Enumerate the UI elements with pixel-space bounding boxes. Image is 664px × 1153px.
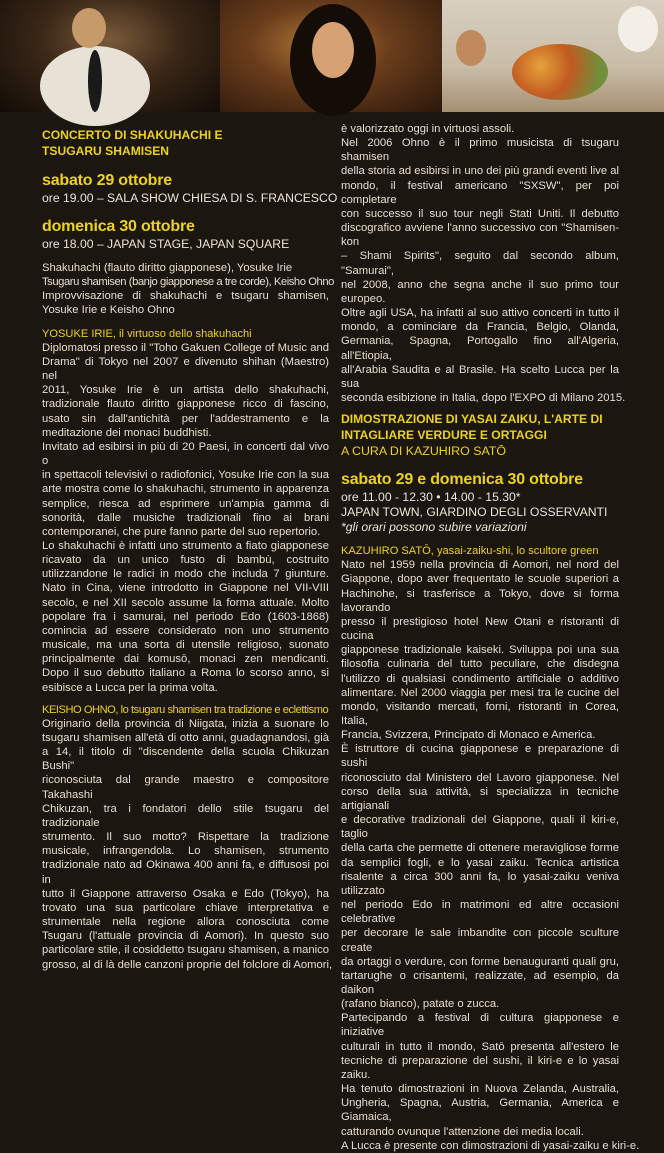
- bio-text-line: a 14, il titolo di "discendente della scuola Chikuzan Bushi": [42, 746, 329, 773]
- bio-text-line: culturali in tutto il mondo, Satō presenta all'estero le: [341, 1040, 619, 1053]
- bio-text-line: è valorizzato oggi in virtuosi assoli.: [341, 123, 515, 135]
- photo-figure: [512, 44, 608, 100]
- bio-text-line: tsugaru shamisen all'età di otto anni, guadagnandosi, già: [42, 732, 329, 744]
- demo-title: DIMOSTRAZIONE DI YASAI ZAIKU, L'ARTE DI: [341, 412, 603, 427]
- bio-text-line: Oltre agli USA, ha infatti al suo attivo concerti in tutto il: [341, 307, 619, 320]
- bio-text-line: ricavato da un unico fusto di bambù, costruito: [42, 554, 329, 567]
- bio-text-line: strumento. Il suo motto? Rispettare la tradizione: [42, 831, 329, 844]
- performer-line: Improvvisazione di shakuhachi e tsugaru shamisen,: [42, 290, 329, 303]
- bio-text-line: grosso, al di là delle canzoni proprie del folclore di Aomori,: [42, 958, 333, 971]
- bio-text-line: A Lucca è presente con dimostrazioni di yasai-zaiku e kiri-e.: [341, 1139, 640, 1152]
- photo-figure: [72, 8, 106, 48]
- bio-text-line: presso il prestigioso hotel New Otani e ristoranti di cucina: [341, 615, 619, 643]
- bio-text-line: alimentare. Nel 2000 viaggia per mesi tra le cucine del: [341, 686, 619, 699]
- event-note: *gli orari possono subire variazioni: [341, 520, 527, 535]
- bio-text-line: per decorare le sale imbandite con piccole sculture create: [341, 927, 619, 954]
- irie-bio: [42, 341, 329, 695]
- bio-text-line: Drama" di Tokyo nel 2007 e divenuto shihan (Maestro) nel: [42, 355, 329, 383]
- bio-text-line: risalente a circa 300 anni fa, lo yasai-zaiku veniva utilizzato: [341, 870, 619, 897]
- ohno-bio: [42, 717, 333, 972]
- bio-text-line: 2011, Yosuke Irie è un artista dello shakuhachi,: [42, 384, 329, 397]
- sato-bio: [341, 558, 640, 1153]
- bio-text-line: Lo shakuhachi è infatti uno strumento a fiato giapponese: [42, 539, 329, 552]
- ohno-heading: KEISHO OHNO, lo tsugaru shamisen tra tradizione e eclettismo: [42, 703, 329, 716]
- bio-text-line: seconda esibizione in Italia, dopo l'EXPO di Milano 2015.: [341, 391, 626, 404]
- event-date: sabato 29 ottobre: [42, 172, 172, 189]
- bio-text-line: strumentale nella regione allora conosciuta come: [42, 916, 329, 929]
- photo-figure: [88, 50, 102, 112]
- left-column: [42, 112, 338, 972]
- bio-text-line: trovato una sua particolare chiave interpretativa e: [42, 901, 329, 914]
- bio-text-line: tradizionale nato ad Okinawa 400 anni fa, e diffusosi poi in: [42, 859, 329, 886]
- bio-text-line: Diplomatosi presso il "Toho Gakuen College of Music and: [42, 341, 329, 354]
- bio-text-line: esibisce a Lucca per la prima volta.: [42, 681, 218, 694]
- shakuhachi-player-photo: [0, 0, 220, 112]
- bio-text-line: Chikuzan, tra i fondatori dello stile tsugaru del tradizionale: [42, 802, 329, 829]
- event-date: domenica 30 ottobre: [42, 218, 195, 235]
- bio-text-line: da semplici fogli, e lo yasai zaiku. Tecnica artistica: [341, 856, 619, 869]
- bio-text-line: riconosciuta dal grande maestro e compositore Takahashi: [42, 774, 329, 801]
- photo-figure: [456, 30, 486, 66]
- event-time-place: ore 19.00 – SALA SHOW CHIESA DI S. FRANCESCO: [42, 191, 338, 205]
- event-time-place: ore 18.00 – JAPAN STAGE, JAPAN SQUARE: [42, 237, 290, 251]
- photo-figure: [312, 22, 354, 78]
- bio-text-line: particolare stile, il cosiddetto tsugaru shamisen, a manico: [42, 944, 329, 957]
- performers-list: [42, 261, 334, 318]
- bio-text-line: – Shami Spirits", seguito dal secondo album, "Samurai",: [341, 250, 619, 277]
- bio-text-line: Ha tenuto dimostrazioni in Nuova Zelanda, Australia,: [341, 1083, 619, 1096]
- bio-text-line: Tsugaru (l'attuale provincia di Aomori). In questo suo: [42, 930, 329, 943]
- concert-title: TSUGARU SHAMISEN: [42, 143, 169, 158]
- photo-figure: [618, 6, 658, 52]
- bio-text-line: Nato in Cina, viene introdotto in Giappone nel VII-VIII: [42, 582, 329, 595]
- bio-text-line: mondo, a cominciare da Francia, Belgio, Olanda,: [341, 321, 619, 334]
- bio-text-line: filosofia culinaria del tutto peculiare, che disdegna: [341, 658, 619, 671]
- sato-heading: KAZUHIRO SATŌ, yasai-zaiku-shi, lo scultore green: [341, 545, 599, 558]
- ohno-bio-continued: [341, 122, 626, 405]
- bio-text-line: Hachinohe, si trasferisce a Tokyo, dove si forma lavorando: [341, 587, 619, 614]
- bio-text-line: utilizzandone le radici in modo che includa 7 giunture.: [42, 568, 329, 581]
- bio-text-line: usato sin dall'antichità per l'addestramento e la: [42, 412, 329, 425]
- performer-line: Tsugaru shamisen (banjo giapponese a tre corde), Keisho Ohno: [42, 276, 334, 289]
- bio-text-line: (rafano bianco), patate o zucca.: [341, 998, 500, 1011]
- bio-text-line: popolare fra i samurai, nel periodo Edo (1603-1868): [42, 610, 329, 623]
- bio-text-line: arte mostra come lo shakuhachi, strumento in apparenza: [42, 483, 329, 496]
- event-place: JAPAN TOWN, GIARDINO DEGLI OSSERVANTI: [341, 505, 608, 520]
- bio-text-line: della carta che permette di ottenere meravigliose forme: [341, 842, 619, 855]
- irie-heading: YOSUKE IRIE, il virtuoso dello shakuhachi: [42, 327, 252, 340]
- bio-text-line: principalmente dai komusō, monaci zen mendicanti.: [42, 653, 329, 666]
- bio-text-line: musicale, infrangendola. Lo shamisen, strumento: [42, 845, 329, 858]
- bio-text-line: Partecipando a festival di cultura giapponese e iniziative: [341, 1012, 619, 1039]
- event-times: ore 11.00 - 12.30 • 14.00 - 15.30*: [341, 490, 521, 505]
- bio-text-line: mondo, visitando mercati, forni, ristoranti in Corea, Italia,: [341, 700, 619, 727]
- bio-text-line: Invitato ad esibirsi in più di 20 Paesi, in concerti dal vivo o: [42, 440, 329, 468]
- bio-text-line: È istruttore di cucina giapponese e preparazione di sushi: [341, 743, 619, 770]
- bio-text-line: Ungheria, Spagna, Austria, Germania, America e Giamaica,: [341, 1097, 619, 1124]
- bio-text-line: nel periodo Edo in matrimoni ed altre occasioni celebrative: [341, 899, 619, 926]
- bio-text-line: tartarughe o crisantemi, realizzate, ad esempio, da daikon: [341, 969, 619, 996]
- bio-text-line: Germania, Spagna, Portogallo fino all'Algeria, all'Etiopia,: [341, 335, 619, 362]
- bio-text-line: da ortaggi o verdure, con forme benauguranti quali gru,: [341, 955, 619, 968]
- bio-text-line: giapponese tradizionale kaiseki. Sviluppa poi una sua: [341, 644, 619, 657]
- bio-text-line: corso della sua attività, si specializza in tecniche artigianali: [341, 785, 619, 812]
- bio-text-line: Originario della provincia di Niigata, inizia a suonare lo: [42, 717, 329, 730]
- bio-text-line: con successo il suo tour negli Stati Uniti. Il debutto: [341, 207, 619, 220]
- bio-text-line: comincia ad essere considerato non uno strumento: [42, 624, 329, 637]
- demo-title: INTAGLIARE VERDURE E ORTAGGI: [341, 427, 547, 442]
- bio-text-line: Dopo il suo debutto italiano a Roma lo scorso anno, si: [42, 667, 329, 680]
- event-date: sabato 29 e domenica 30 ottobre: [341, 471, 583, 489]
- vegetable-carving-photo: [442, 0, 664, 112]
- performer-line: Yosuke Irie e Keisho Ohno: [42, 304, 175, 317]
- bio-text-line: meditazione dei monaci buddhisti.: [42, 426, 212, 439]
- bio-text-line: all'Arabia Saudita e al Brasile. Ha scelto Lucca per la sua: [341, 363, 619, 390]
- bio-text-line: riconosciuto dal Ministero del Lavoro giapponese. Nel: [341, 771, 619, 784]
- bio-text-line: musicale, ma una sorta di utensile religioso, suonato: [42, 639, 329, 652]
- bio-text-line: tecniche di preparazione del sushi, il kiri-e e lo yasai zaiku.: [341, 1054, 619, 1081]
- bio-text-line: in spettacoli televisivi o radiofonici, Yosuke Irie con la sua: [42, 469, 329, 482]
- photo-strip: [0, 0, 664, 112]
- bio-text-line: nel 2008, anno che segna anche il suo primo tour europeo.: [341, 278, 619, 305]
- demo-byline: A CURA DI KAZUHIRO SATŌ: [341, 444, 507, 459]
- bio-text-line: catturando ovunque l'attenzione dei media locali.: [341, 1125, 584, 1138]
- bio-text-line: sonorità, dalle musiche tradizionali fino ai brani: [42, 511, 329, 524]
- bio-text-line: della storia ad esibirsi in uno dei più grandi eventi live al: [341, 165, 619, 178]
- bio-text-line: l'utilizzo di qualsiasi condimento artificiale o additivo: [341, 672, 619, 685]
- concert-title: CONCERTO DI SHAKUHACHI E: [42, 128, 223, 142]
- bio-text-line: contemporanei, che pure fanno parte del suo repertorio.: [42, 525, 321, 538]
- shamisen-player-photo: [220, 0, 442, 112]
- bio-text-line: e decorative tradizionali del Giappone, quali il kiri-e, taglio: [341, 814, 619, 841]
- bio-text-line: Nel 2006 Ohno è il primo musicista di tsugaru shamisen: [341, 137, 619, 164]
- bio-text-line: Giappone, dopo aver frequentato le scuole superiori a: [341, 573, 619, 586]
- performer-line: Shakuhachi (flauto diritto giapponese), Yosuke Irie: [42, 262, 293, 274]
- bio-text-line: secolo, e nel XII secolo assume la forma attuale. Molto: [42, 596, 329, 609]
- bio-text-line: tradizionale flauto diritto giapponese ricco di fascino,: [42, 398, 329, 411]
- bio-text-line: tutto il Giappone attraverso Osaka e Edo (Tokyo), ha: [42, 887, 329, 900]
- bio-text-line: Francia, Svizzera, Principato di Monaco e America.: [341, 729, 596, 742]
- bio-text-line: mondo, il festival americano "SXSW", per poi completare: [341, 179, 619, 206]
- right-column: [341, 112, 640, 1153]
- bio-text-line: semplice, riesca ad esprimere un'ampia gamma di: [42, 497, 329, 510]
- bio-text-line: Nato nel 1959 nella provincia di Aomori, nel nord del: [341, 559, 619, 572]
- bio-text-line: discografico avviene l'anno successivo con "Shamisen-kon: [341, 222, 619, 249]
